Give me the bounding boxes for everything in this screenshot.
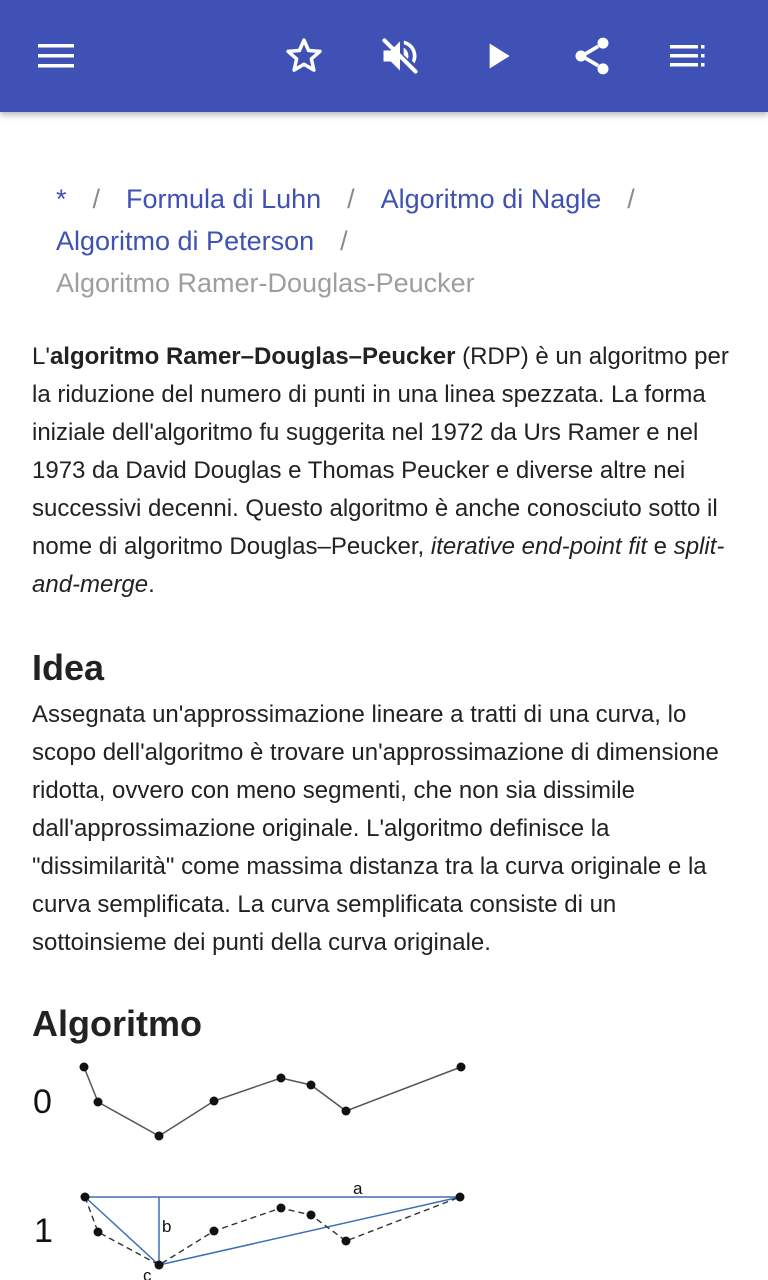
polyline-point [307,1081,316,1090]
label-a: a [353,1179,363,1198]
breadcrumb-current: Algoritmo Ramer-Douglas-Peucker [56,268,475,298]
polyline-point [307,1211,316,1220]
article-content [32,338,744,1044]
polyline-point [342,1237,351,1246]
breadcrumb-separator: / [340,226,348,256]
breadcrumb-separator: / [92,184,101,214]
volume-off-icon [378,34,422,78]
star-icon [282,34,326,78]
rdp-diagram [30,1055,480,1280]
favorite-button[interactable] [276,28,332,84]
menu-button[interactable] [28,28,84,84]
polyline-point [277,1204,286,1213]
polyline-point [80,1063,89,1072]
play-button[interactable] [470,28,526,84]
polyline-point [94,1098,103,1107]
intro-italic-term: iterative end-point fit [430,533,648,560]
table-of-contents-button[interactable] [660,28,716,84]
intro-bold-term: algoritmo Ramer–Douglas–Peucker [49,343,456,370]
polyline-point [277,1074,286,1083]
polyline-point [210,1097,219,1106]
share-icon [570,34,614,78]
polyline-point [210,1227,219,1236]
breadcrumb-item-luhn[interactable]: Formula di Luhn [126,184,322,214]
breadcrumb-item-nagle[interactable]: Algoritmo di Nagle [380,184,602,214]
list-icon [668,36,708,76]
intro-paragraph [32,338,744,604]
intro-text: . [148,571,155,598]
section-heading-idea: Idea [32,647,105,688]
intro-text: e [647,533,674,560]
menu-icon [36,36,76,76]
breadcrumb-separator: / [627,184,635,214]
app-bar [0,0,768,112]
share-button[interactable] [564,28,620,84]
original-polyline-dashed [85,1197,460,1265]
mute-button[interactable] [372,28,428,84]
polyline-point [94,1228,103,1237]
polyline-point [155,1261,164,1270]
step-label-1: 1 [34,1212,53,1250]
intro-text: L' [32,343,50,370]
step-label-0: 0 [33,1083,52,1121]
section-heading-algoritmo: Algoritmo [32,1003,202,1044]
intro-italic-term: split-and-merge [32,533,725,598]
intro-text: (RDP) è un algoritmo per la riduzione del numero di punti in una linea spezzata. La forma iniziale dell'algoritmo fu suggerita nel 1972 da Urs Ramer e nel 1973 da David Douglas e Thomas Peucker e diverse altre nei successivi decenni. Questo algoritmo è anche conosciuto sotto il nome di algoritmo Douglas–Peucker, [32,343,729,560]
rdp-algorithm-figure [30,1055,480,1280]
polyline-point [457,1063,466,1072]
label-c: c [143,1266,152,1280]
polyline-point [81,1193,90,1202]
label-b: b [162,1217,172,1236]
simplified-segment [159,1197,460,1265]
idea-paragraph: Assegnata un'approssimazione lineare a tratti di una curva, lo scopo dell'algoritmo è trovare un'approssimazione di dimensione ridotta, ovvero con meno segmenti, che non sia dissimile dall'approssimazione originale. L'algoritmo definisce la "dissimilarità" come massima distanza tra la curva originale e la curva semplificata. La curva semplificata consiste di un sottoinsieme dei punti della curva originale. [32,701,719,956]
original-polyline [84,1067,461,1136]
breadcrumb-item-home[interactable]: * [56,184,67,214]
breadcrumb-separator: / [347,184,355,214]
polyline-point [342,1107,351,1116]
polyline-point [155,1132,164,1141]
breadcrumb-item-peterson[interactable]: Algoritmo di Peterson [56,226,315,256]
polyline-point [456,1193,465,1202]
play-icon [478,36,518,76]
breadcrumb [56,178,716,304]
